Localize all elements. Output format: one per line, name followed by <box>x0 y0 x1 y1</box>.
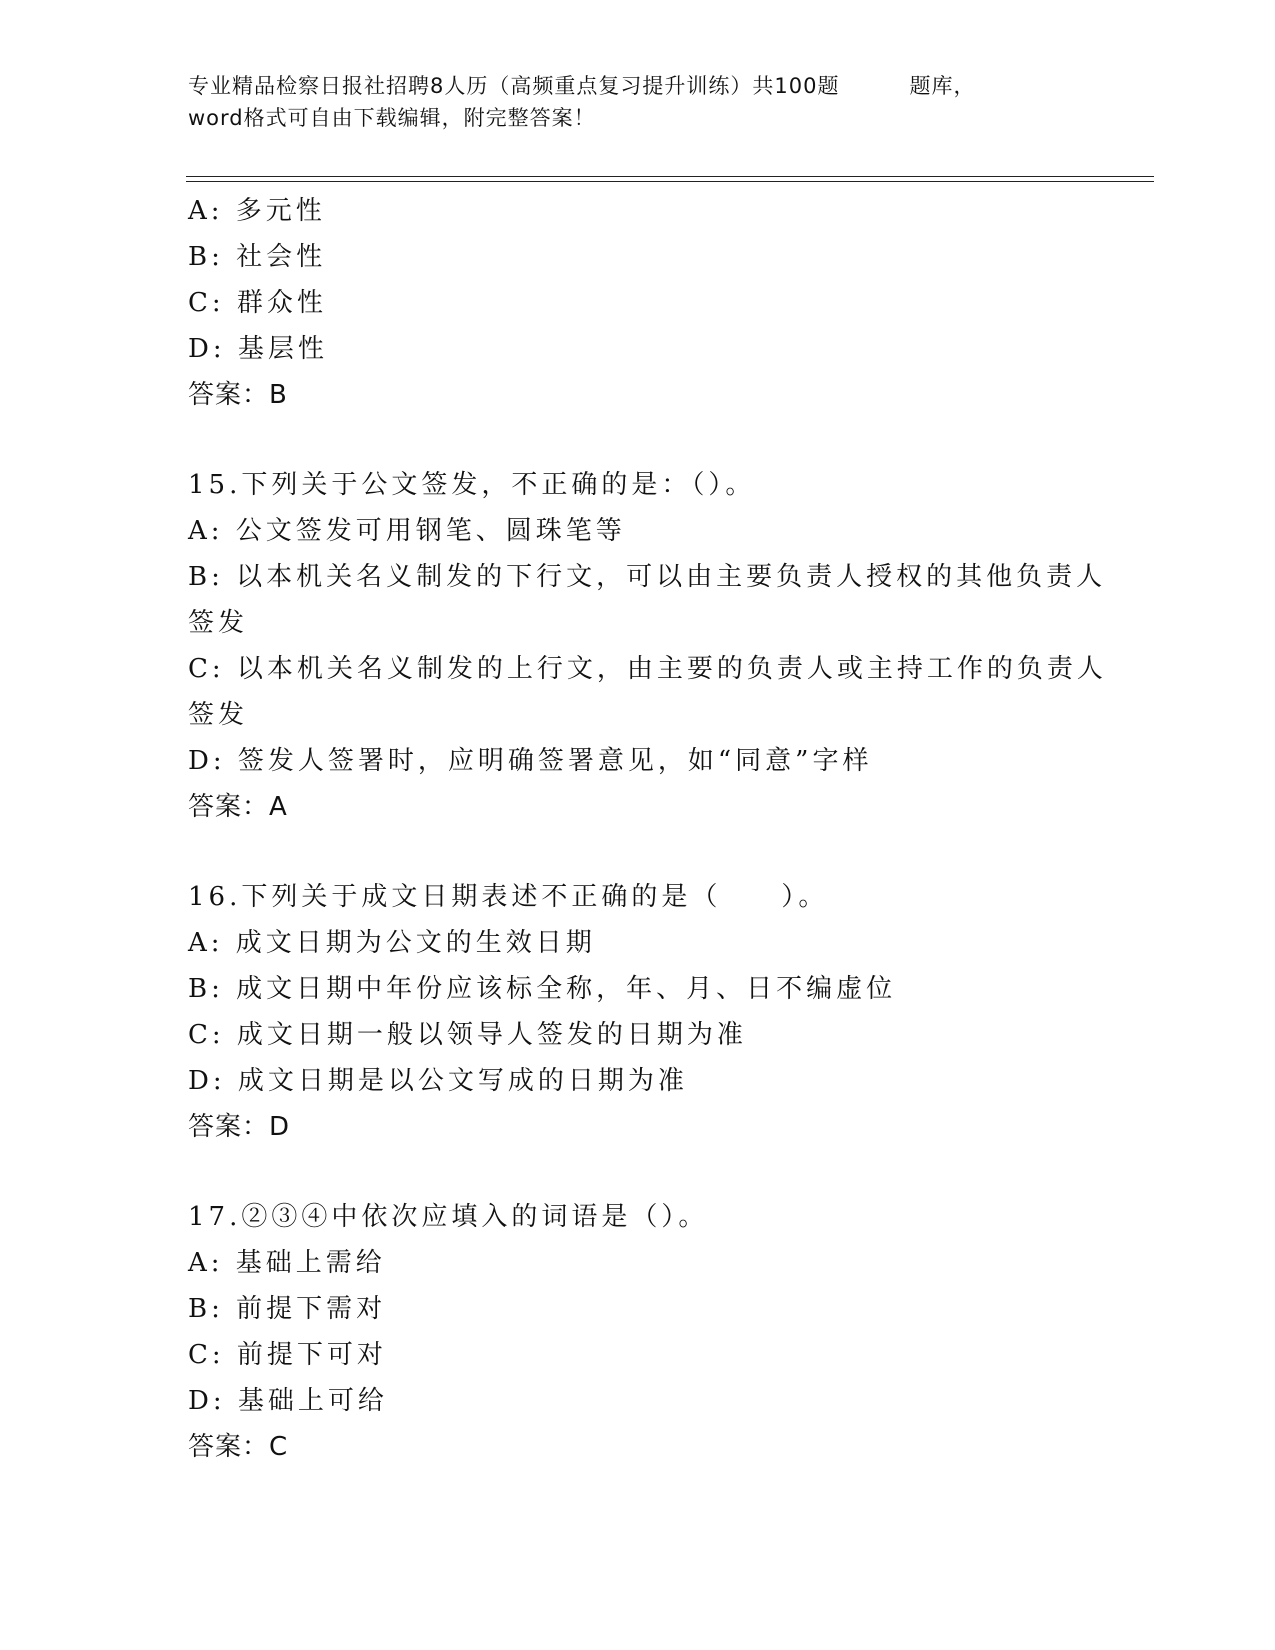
answer: 答案：C <box>188 1432 289 1462</box>
option-c: C: 群众性 <box>188 288 327 318</box>
option-d: D: 签发人签署时，应明确签署意见，如“同意”字样 <box>188 746 873 776</box>
header-divider-bottom <box>186 181 1154 182</box>
document-header <box>188 70 1088 134</box>
option-a: A: 成文日期为公文的生效日期 <box>188 928 596 958</box>
question-15 <box>188 462 1148 830</box>
answer: 答案：D <box>188 1112 291 1142</box>
header-divider-top <box>186 176 1154 177</box>
option-a: A: 基础上需给 <box>188 1248 386 1278</box>
option-d: D: 成文日期是以公文写成的日期为准 <box>188 1066 688 1096</box>
answer: 答案：A <box>188 792 288 822</box>
option-c: C: 以本机关名义制发的上行文，由主要的负责人或主持工作的负责人 <box>188 654 1107 684</box>
header-title: 专业精品检察日报社招聘8人历（高频重点复习提升训练）共100题 <box>188 74 840 98</box>
option-b: B: 前提下需对 <box>188 1294 387 1324</box>
option-a: A: 多元性 <box>188 196 326 226</box>
option-c: C: 前提下可对 <box>188 1340 387 1370</box>
option-d: D: 基础上可给 <box>188 1386 388 1416</box>
question-text: 17.②③④中依次应填入的词语是（）。 <box>188 1202 709 1232</box>
header-subtitle: word格式可自由下载编辑，附完整答案！ <box>188 106 596 130</box>
option-c: C: 成文日期一般以领导人签发的日期为准 <box>188 1020 747 1050</box>
question-text: 15.下列关于公文签发，不正确的是：（）。 <box>188 470 756 500</box>
option-a: A: 公文签发可用钢笔、圆珠笔等 <box>188 516 626 546</box>
option-d: D: 基层性 <box>188 334 328 364</box>
answer: 答案：B <box>188 380 288 410</box>
question-text: 16.下列关于成文日期表述不正确的是（ ）。 <box>188 882 829 912</box>
question-16 <box>188 874 1148 1150</box>
option-b: B: 成文日期中年份应该标全称，年、月、日不编虚位 <box>188 974 897 1004</box>
option-c-continued: 签发 <box>188 700 249 730</box>
option-b: B: 社会性 <box>188 242 327 272</box>
header-title-suffix: 题库， <box>909 74 976 98</box>
question-17 <box>188 1194 1148 1470</box>
option-b: B: 以本机关名义制发的下行文，可以由主要负责人授权的其他负责人 <box>188 562 1107 592</box>
question-14 <box>188 188 1148 418</box>
question-content <box>188 188 1148 1470</box>
option-b-continued: 签发 <box>188 608 249 638</box>
